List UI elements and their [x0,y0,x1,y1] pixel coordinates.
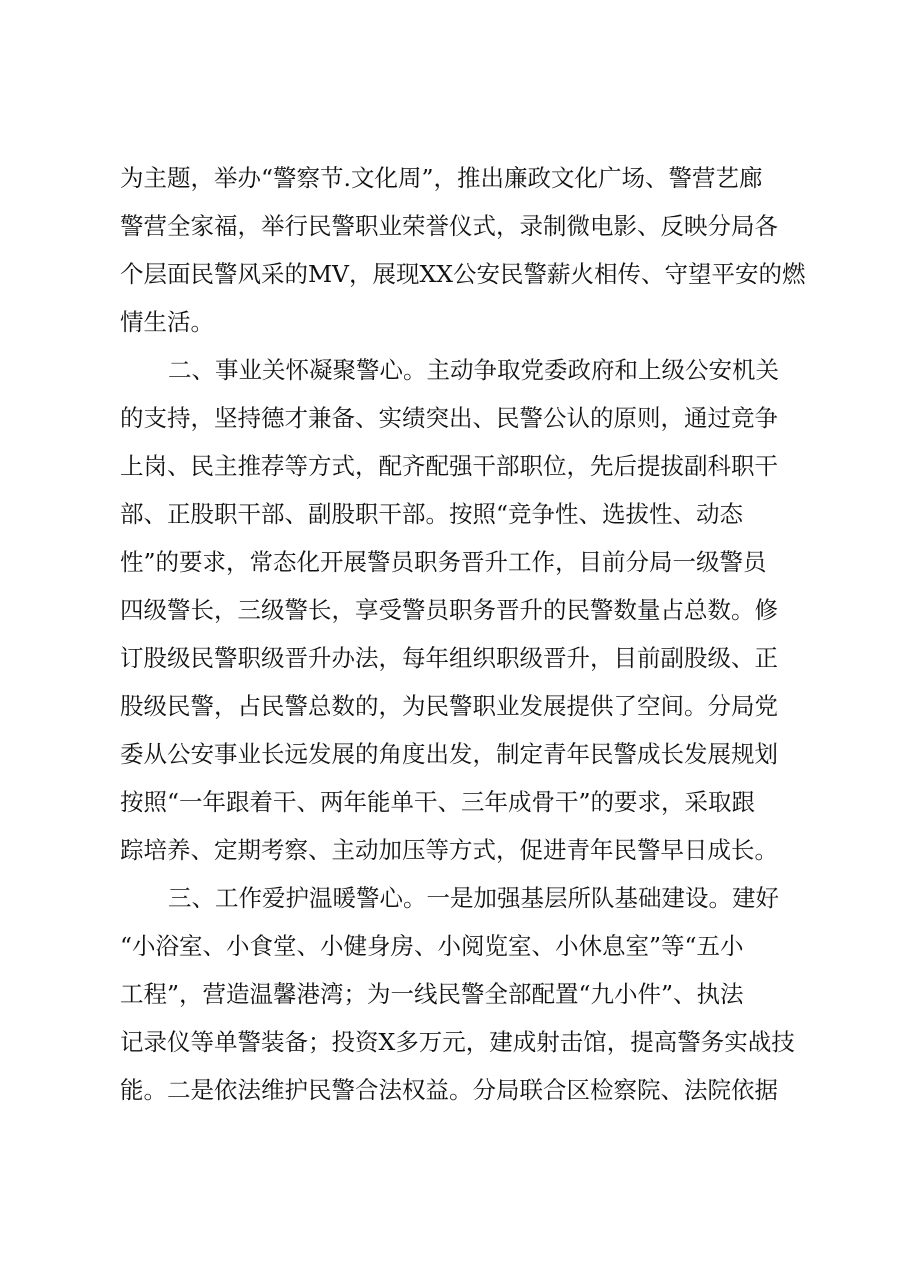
text-line: 上岗、民主推荐等方式，配齐配强干部职位，先后提拔副科职干 [120,452,778,480]
text-line: 个层面民警风采的MV，展现XX公安民警薪火相传、守望平安的燃 [120,260,806,288]
text-line: 踪培养、定期考察、主动加压等方式，促进青年民警早日成长。 [120,836,778,864]
text-line: 能。二是依法维护民警合法权益。分局联合区检察院、法院依据 [120,1076,778,1104]
text-line: 的支持，坚持德才兼备、实绩突出、民警公认的原则，通过竞争 [120,404,778,432]
text-line: 警营全家福，举行民警职业荣誉仪式，录制微电影、反映分局各 [120,212,778,240]
text-line: 按照“一年跟着干、两年能单干、三年成骨干”的要求，采取跟 [120,788,756,816]
text-line: 情生活。 [120,308,214,336]
text-line: 记录仪等单警装备；投资X多万元，建成射击馆，提高警务实战技 [120,1028,795,1056]
paragraph-heading-line: 二、事业关怀凝聚警心。主动争取党委政府和上级公安机关 [168,356,779,384]
body-text [120,154,820,1114]
text-line: 为主题，举办“警察节.文化周”，推出廉政文化广场、警营艺廊 [120,164,763,192]
text-line: 性”的要求，常态化开展警员职务晋升工作，目前分局一级警员 [120,548,767,576]
text-line: 工程”，营造温馨港湾；为一线民警全部配置“九小件”、执法 [120,980,744,1008]
text-line: “小浴室、小食堂、小健身房、小阅览室、小休息室”等“五小 [120,932,744,960]
text-line: 委从公安事业长远发展的角度出发，制定青年民警成长发展规划 [120,740,778,768]
text-line: 部、正股职干部、副股职干部。按照“竞争性、选拔性、动态 [120,500,744,528]
text-line: 股级民警，占民警总数的，为民警职业发展提供了空间。分局党 [120,692,778,720]
text-line: 订股级民警职级晋升办法，每年组织职级晋升，目前副股级、正 [120,644,778,672]
text-line: 四级警长，三级警长，享受警员职务晋升的民警数量占总数。修 [120,596,778,624]
paragraph-heading-line: 三、工作爱护温暖警心。一是加强基层所队基础建设。建好 [168,884,779,912]
